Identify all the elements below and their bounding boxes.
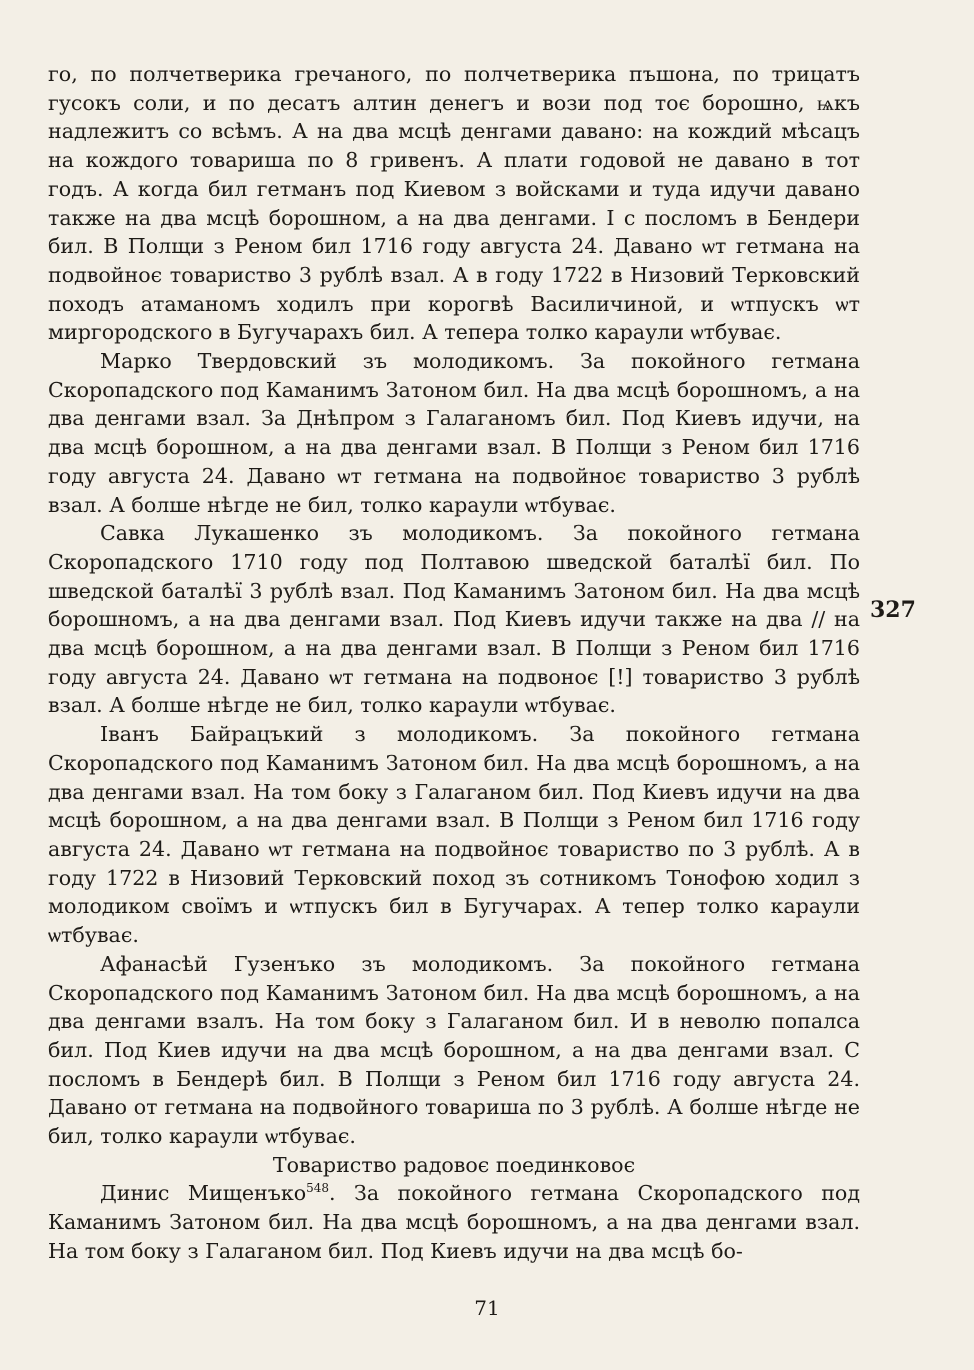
paragraph-6 bbox=[48, 1179, 860, 1265]
paragraph-5: Афанасѣй Гузенъко зъ молодикомъ. За покойного гетмана Скоропадского под Каманимъ Затоном бил. На два мсцѣ борошномъ, а на два денгами взалъ. На том боку з Галаганом бил. И в неволю попалса бил. Под Киев идучи на два мсцѣ борошном, а на два денгами взал. С посломъ в Бендерѣ бил. В Полщи з Реном бил 1716 году августа 24. Давано от гетмана на подвойного товариша по 3 рублѣ. А болше нѣгде не бил, толко караули ѡтбуває. bbox=[48, 951, 860, 1149]
margin-page-reference: 327 bbox=[870, 597, 916, 623]
main-text bbox=[48, 60, 860, 1266]
footnote-marker: 548 bbox=[306, 1181, 330, 1196]
paragraph-4: Іванъ Байрацъкий з молодикомъ. За покойного гетмана Скоропадского под Каманимъ Затоном бил. На два мсцѣ борошномъ, а на два денгами взал. На том боку з Галаганом бил. Под Киевъ идучи на два мсцѣ борошном, а на два денгами взал. В Полщи з Реном бил 1716 году августа 24. Давано ѡт гетмана на подвойноє товариство по 3 рублѣ. А в году 1722 в Низовий Терковский поход зъ сотникомъ Тонофою ходил з молодиком своїмъ и ѡтпускъ бил в Бугучарах. А тепер толко караули ѡтбуває. bbox=[48, 722, 860, 948]
paragraph-3: Савка Лукашенко зъ молодикомъ. За покойного гетмана Скоропадского 1710 году под Полтавою шведской баталѣї бил. По шведской баталѣї 3 рублѣ взал. Под Каманимъ Затоном бил. На два мсцѣ борошномъ, а на два денгами взал. Под Киевъ идучи также на два // на два мсцѣ борошном, а на два денгами взал. В Полщи з Реном бил 1716 году августа 24. Давано ѡт гетмана на подвоноє [!] товариство 3 рублѣ взал. А болше нѣгде не бил, толко караули ѡтбуває. bbox=[48, 521, 860, 718]
person-name: Динис Мищенъко bbox=[100, 1181, 307, 1206]
page-number: 71 bbox=[474, 1296, 500, 1320]
paragraph-6-text: . За покойного гетмана Скоропадского под Каманимъ Затоном бил. На два мсцѣ борошномъ, а на два денгами взал. На том боку з Галаганом бил. Под Киевъ идучи на два мсцѣ бо- bbox=[48, 1181, 860, 1263]
paragraph-1: го, по полчетверика гречаного, по полчетверика пъшона, по трицатъ гусокъ соли, и по десатъ алтин денегъ и вози под тоє борошно, ѩкъ надлежитъ со всѣмъ. А на два мсцѣ денгами давано: на кождий мѣсацъ на кождого товариша по 8 гривенъ. А плати годовой не давано в тот годъ. А когда бил гетманъ под Киевом з войсками и туда идучи давано также на два мсцѣ борошном, а на два денгами. І с посломъ в Бендери бил. В Полщи з Реном бил 1716 году августа 24. Давано ѡт гетмана на подвойноє товариство 3 рублѣ взал. А в году 1722 в Низовий Терковский походъ атаманомъ ходилъ при корогвѣ Василичиной, и ѡтпускъ ѡт миргородского в Бугучарахъ бил. А тепера толко караули ѡтбуває. bbox=[48, 62, 860, 345]
paragraph-2: Марко Твердовский зъ молодикомъ. За покойного гетмана Скоропадского под Каманимъ Затоном бил. На два мсцѣ борошномъ, а на два денгами взал. За Днѣпром з Галаганомъ бил. Под Киевъ идучи, на два мсцѣ борошном, а на два денгами взал. В Полщи з Реном бил 1716 году августа 24. Давано ѡт гетмана на подвойноє товариство 3 рублѣ взал. А болше нѣгде не бил, толко караули ѡтбуває. bbox=[48, 349, 860, 517]
section-heading: Товариство радовоє поединковоє bbox=[272, 1152, 636, 1177]
